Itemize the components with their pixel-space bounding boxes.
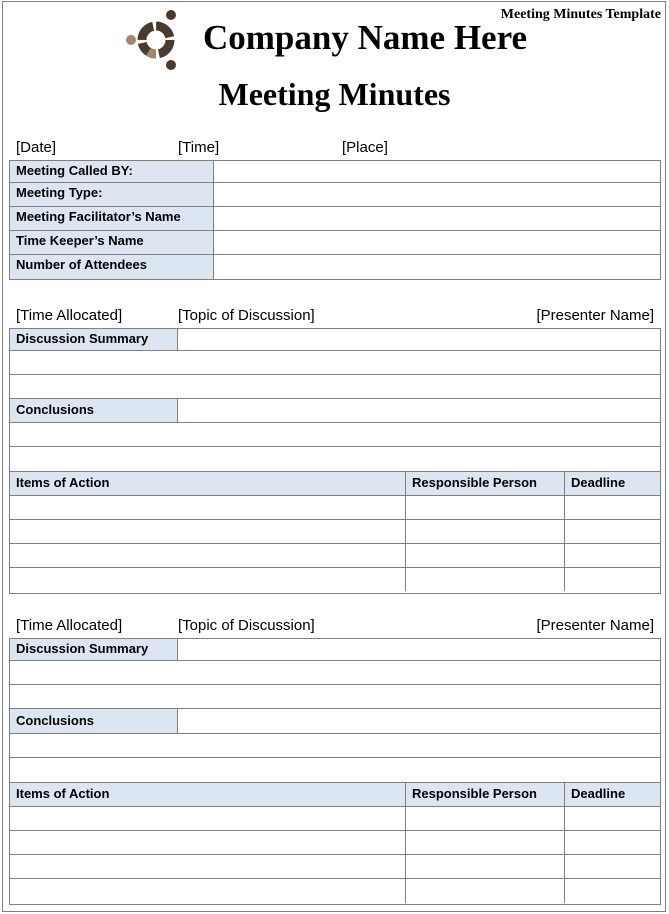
discussion-summary-row	[10, 639, 660, 661]
topic-placeholder[interactable]: [Topic of Discussion]	[178, 307, 315, 324]
action-row	[10, 544, 660, 568]
topic-table-1	[9, 328, 661, 594]
items-of-action-header: Items of Action	[10, 783, 406, 806]
conclusions-row	[10, 709, 660, 734]
deadline-cell[interactable]	[565, 807, 660, 830]
responsible-person-cell[interactable]	[406, 855, 565, 878]
time-placeholder[interactable]: [Time]	[178, 139, 220, 156]
action-item-cell[interactable]	[10, 855, 406, 878]
conclusions-line[interactable]	[10, 758, 660, 783]
discussion-summary-label: Discussion Summary	[10, 329, 178, 350]
responsible-person-cell[interactable]	[406, 568, 565, 591]
presenter-placeholder[interactable]: [Presenter Name]	[536, 307, 654, 324]
topic-placeholder[interactable]: [Topic of Discussion]	[178, 617, 315, 634]
logo-dot-bottom	[166, 60, 176, 70]
conclusions-line[interactable]	[10, 447, 660, 472]
meeting-info-table	[9, 160, 661, 280]
meeting-type-label: Meeting Type:	[10, 183, 214, 206]
info-row	[10, 183, 660, 207]
facilitator-name-label: Meeting Facilitator’s Name	[10, 207, 214, 230]
document-title: Meeting Minutes	[218, 76, 451, 112]
deadline-cell[interactable]	[565, 831, 660, 854]
responsible-person-header: Responsible Person	[406, 472, 565, 495]
responsible-person-cell[interactable]	[406, 544, 565, 567]
discussion-line[interactable]	[10, 661, 660, 685]
facilitator-name-field[interactable]	[214, 207, 660, 230]
number-of-attendees-label: Number of Attendees	[10, 255, 214, 279]
date-placeholder[interactable]: [Date]	[16, 139, 57, 156]
number-of-attendees-field[interactable]	[214, 255, 660, 279]
conclusions-row	[10, 399, 660, 423]
time-allocated-placeholder[interactable]: [Time Allocated]	[16, 307, 123, 324]
time-allocated-placeholder[interactable]: [Time Allocated]	[16, 617, 123, 634]
template-label: Meeting Minutes Template	[500, 7, 661, 22]
responsible-person-cell[interactable]	[406, 496, 565, 519]
action-row	[10, 520, 660, 544]
action-row	[10, 855, 660, 879]
topic-table-2	[9, 638, 661, 905]
meeting-type-field[interactable]	[214, 183, 660, 206]
discussion-summary-field[interactable]	[178, 329, 660, 350]
conclusions-field[interactable]	[178, 709, 660, 733]
logo-dot-left	[126, 35, 136, 45]
company-name: Company Name Here	[203, 18, 528, 57]
action-item-cell[interactable]	[10, 831, 406, 854]
action-row	[10, 831, 660, 855]
deadline-cell[interactable]	[565, 520, 660, 543]
deadline-cell[interactable]	[565, 568, 660, 591]
deadline-cell[interactable]	[565, 855, 660, 878]
action-row	[10, 568, 660, 591]
responsible-person-cell[interactable]	[406, 879, 565, 903]
conclusions-line[interactable]	[10, 734, 660, 758]
discussion-summary-row	[10, 329, 660, 351]
action-item-cell[interactable]	[10, 879, 406, 903]
responsible-person-header: Responsible Person	[406, 783, 565, 806]
conclusions-label: Conclusions	[10, 399, 178, 422]
deadline-cell[interactable]	[565, 496, 660, 519]
action-header-row	[10, 472, 660, 496]
info-row	[10, 255, 660, 279]
responsible-person-cell[interactable]	[406, 807, 565, 830]
company-logo	[125, 9, 187, 71]
action-item-cell[interactable]	[10, 496, 406, 519]
action-row	[10, 879, 660, 903]
conclusions-field[interactable]	[178, 399, 660, 422]
items-of-action-header: Items of Action	[10, 472, 406, 495]
deadline-header: Deadline	[571, 475, 626, 490]
deadline-cell[interactable]	[565, 879, 660, 903]
conclusions-line[interactable]	[10, 423, 660, 447]
discussion-line[interactable]	[10, 685, 660, 709]
time-keeper-name-label: Time Keeper’s Name	[10, 231, 214, 254]
discussion-line[interactable]	[10, 375, 660, 399]
deadline-header: Deadline	[571, 786, 626, 801]
responsible-person-cell[interactable]	[406, 831, 565, 854]
time-keeper-name-field[interactable]	[214, 231, 660, 254]
discussion-line[interactable]	[10, 351, 660, 375]
meeting-called-by-field[interactable]	[214, 161, 660, 182]
action-row	[10, 807, 660, 831]
responsible-person-cell[interactable]	[406, 520, 565, 543]
logo-ring	[142, 26, 170, 54]
action-item-cell[interactable]	[10, 544, 406, 567]
discussion-summary-label: Discussion Summary	[10, 639, 178, 660]
action-item-cell[interactable]	[10, 568, 406, 591]
action-row	[10, 496, 660, 520]
logo-dot-top	[166, 10, 176, 20]
info-row	[10, 231, 660, 255]
deadline-cell[interactable]	[565, 544, 660, 567]
action-item-cell[interactable]	[10, 520, 406, 543]
action-header-row	[10, 783, 660, 807]
meeting-called-by-label: Meeting Called BY:	[10, 161, 214, 182]
action-item-cell[interactable]	[10, 807, 406, 830]
presenter-placeholder[interactable]: [Presenter Name]	[536, 617, 654, 634]
info-row	[10, 161, 660, 183]
info-row	[10, 207, 660, 231]
conclusions-label: Conclusions	[10, 709, 178, 733]
place-placeholder[interactable]: [Place]	[342, 139, 388, 156]
discussion-summary-field[interactable]	[178, 639, 660, 660]
